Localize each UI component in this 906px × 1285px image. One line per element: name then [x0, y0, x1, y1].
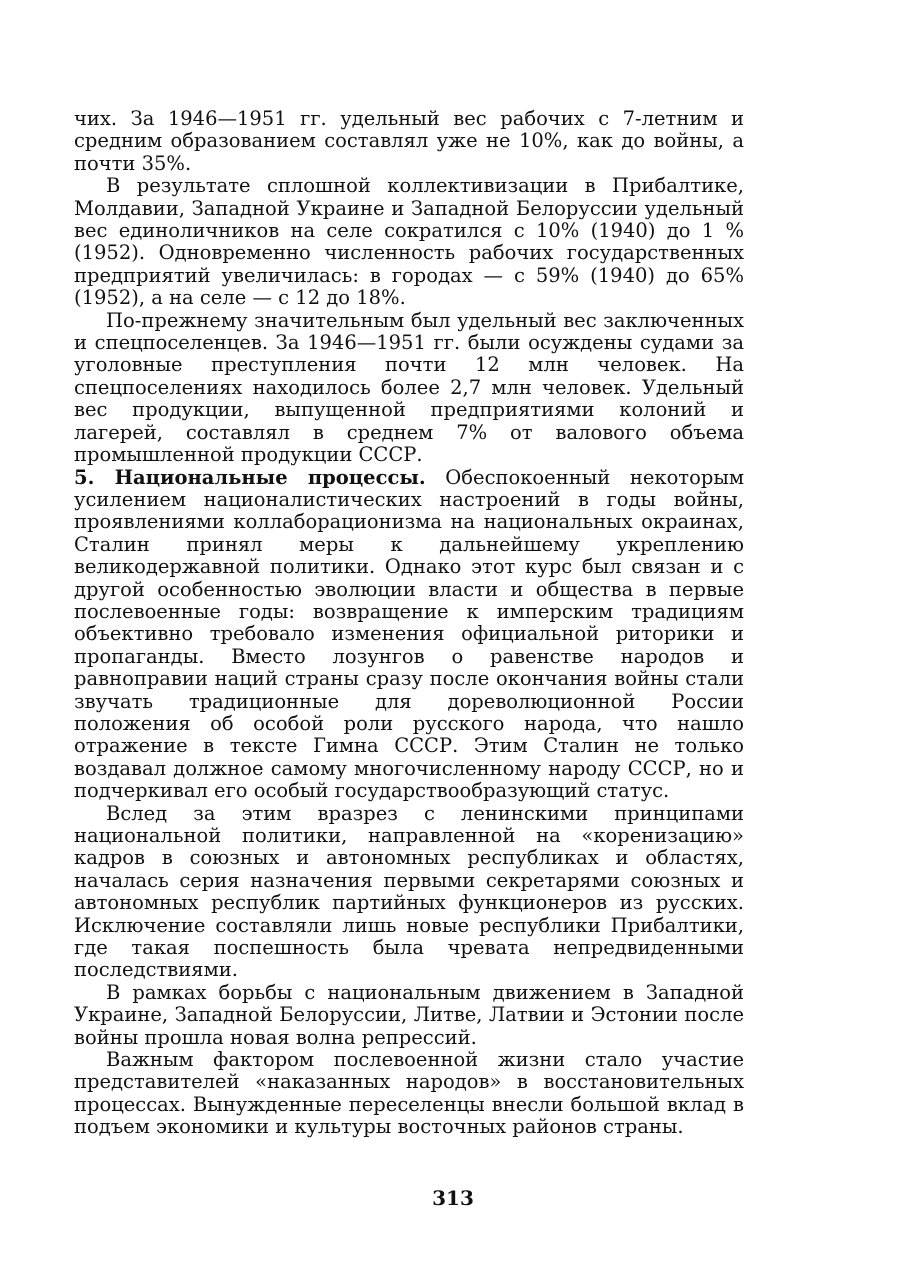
paragraph-continuation: чих. За 1946—1951 гг. удельный вес рабочих с 7-летним и средним образованием составлял уже не 10%, как до войны, а почти 35%.: [74, 107, 744, 175]
paragraph-collectivization: В результате сплошной коллективизации в Прибалтике, Молдавии, Западной Украине и Западной Белоруссии удельный вес единоличников на селе сократился с 10% (1940) до 1 % (1952). Одновременно численность рабочих государственных предприятий увеличилась: в городах — с 59% (1940) до 65% (1952), а на селе — с 12 до 18%.: [74, 174, 744, 310]
section-heading: 5. Национальные процессы.: [74, 465, 426, 489]
paragraph-punished-peoples: Важным фактором послевоенной жизни стало участие представителей «наказанных народов» в восстановительных процессах. Вынужденные переселенцы внесли большой вклад в подъем экономики и культуры восточных районов страны.: [74, 1048, 744, 1139]
page-body: [74, 108, 744, 1139]
paragraph-national-processes: [74, 467, 744, 803]
page-number: 313: [432, 1186, 474, 1210]
section-text: Обеспокоенный некоторым усилением националистических настроений в годы войны, проявлениями коллаборационизма на национальных окраинах, Сталин принял меры к дальнейшему укреплению великодержавной политики. Однако этот курс был связан и с другой особенностью эволюции власти и общества в первые послевоенные годы: возвращение к имперским традициям объективно требовало изменения официальной риторики и пропаганды. Вместо лозунгов о равенстве народов и равноправии наций страны сразу после окончания войны стали звучать традиционные для дореволюционной России положения об особой роли русского народа, что нашло отражение в тексте Гимна СССР. Этим Сталин не только воздавал должное самому многочисленному народу СССР, но и подчеркивал его особый государствообразующий статус.: [74, 465, 745, 803]
paragraph-appointments: Вслед за этим вразрез с ленинскими принципами национальной политики, направленной на «коренизацию» кадров в союзных и автономных республиках и областях, началась серия назначения первыми секретарями союзных и автономных республик партийных функционеров из русских. Исключение составляли лишь новые республики Прибалтики, где такая поспешность была чревата непредвиденными последствиями.: [74, 801, 744, 982]
paragraph-prisoners: По-прежнему значительным был удельный вес заключенных и спецпоселенцев. За 1946—1951 гг. были осуждены судами за уголовные преступления почти 12 млн человек. На спецпоселениях находилось более 2,7 млн человек. Удельный вес продукции, выпущенной предприятиями колоний и лагерей, составлял в среднем 7% от валового объема промышленной продукции СССР.: [74, 308, 744, 467]
paragraph-repressions: В рамках борьбы с национальным движением в Западной Украине, Западной Белоруссии, Литве, Латвии и Эстонии после войны прошла новая волна репрессий.: [74, 980, 744, 1049]
